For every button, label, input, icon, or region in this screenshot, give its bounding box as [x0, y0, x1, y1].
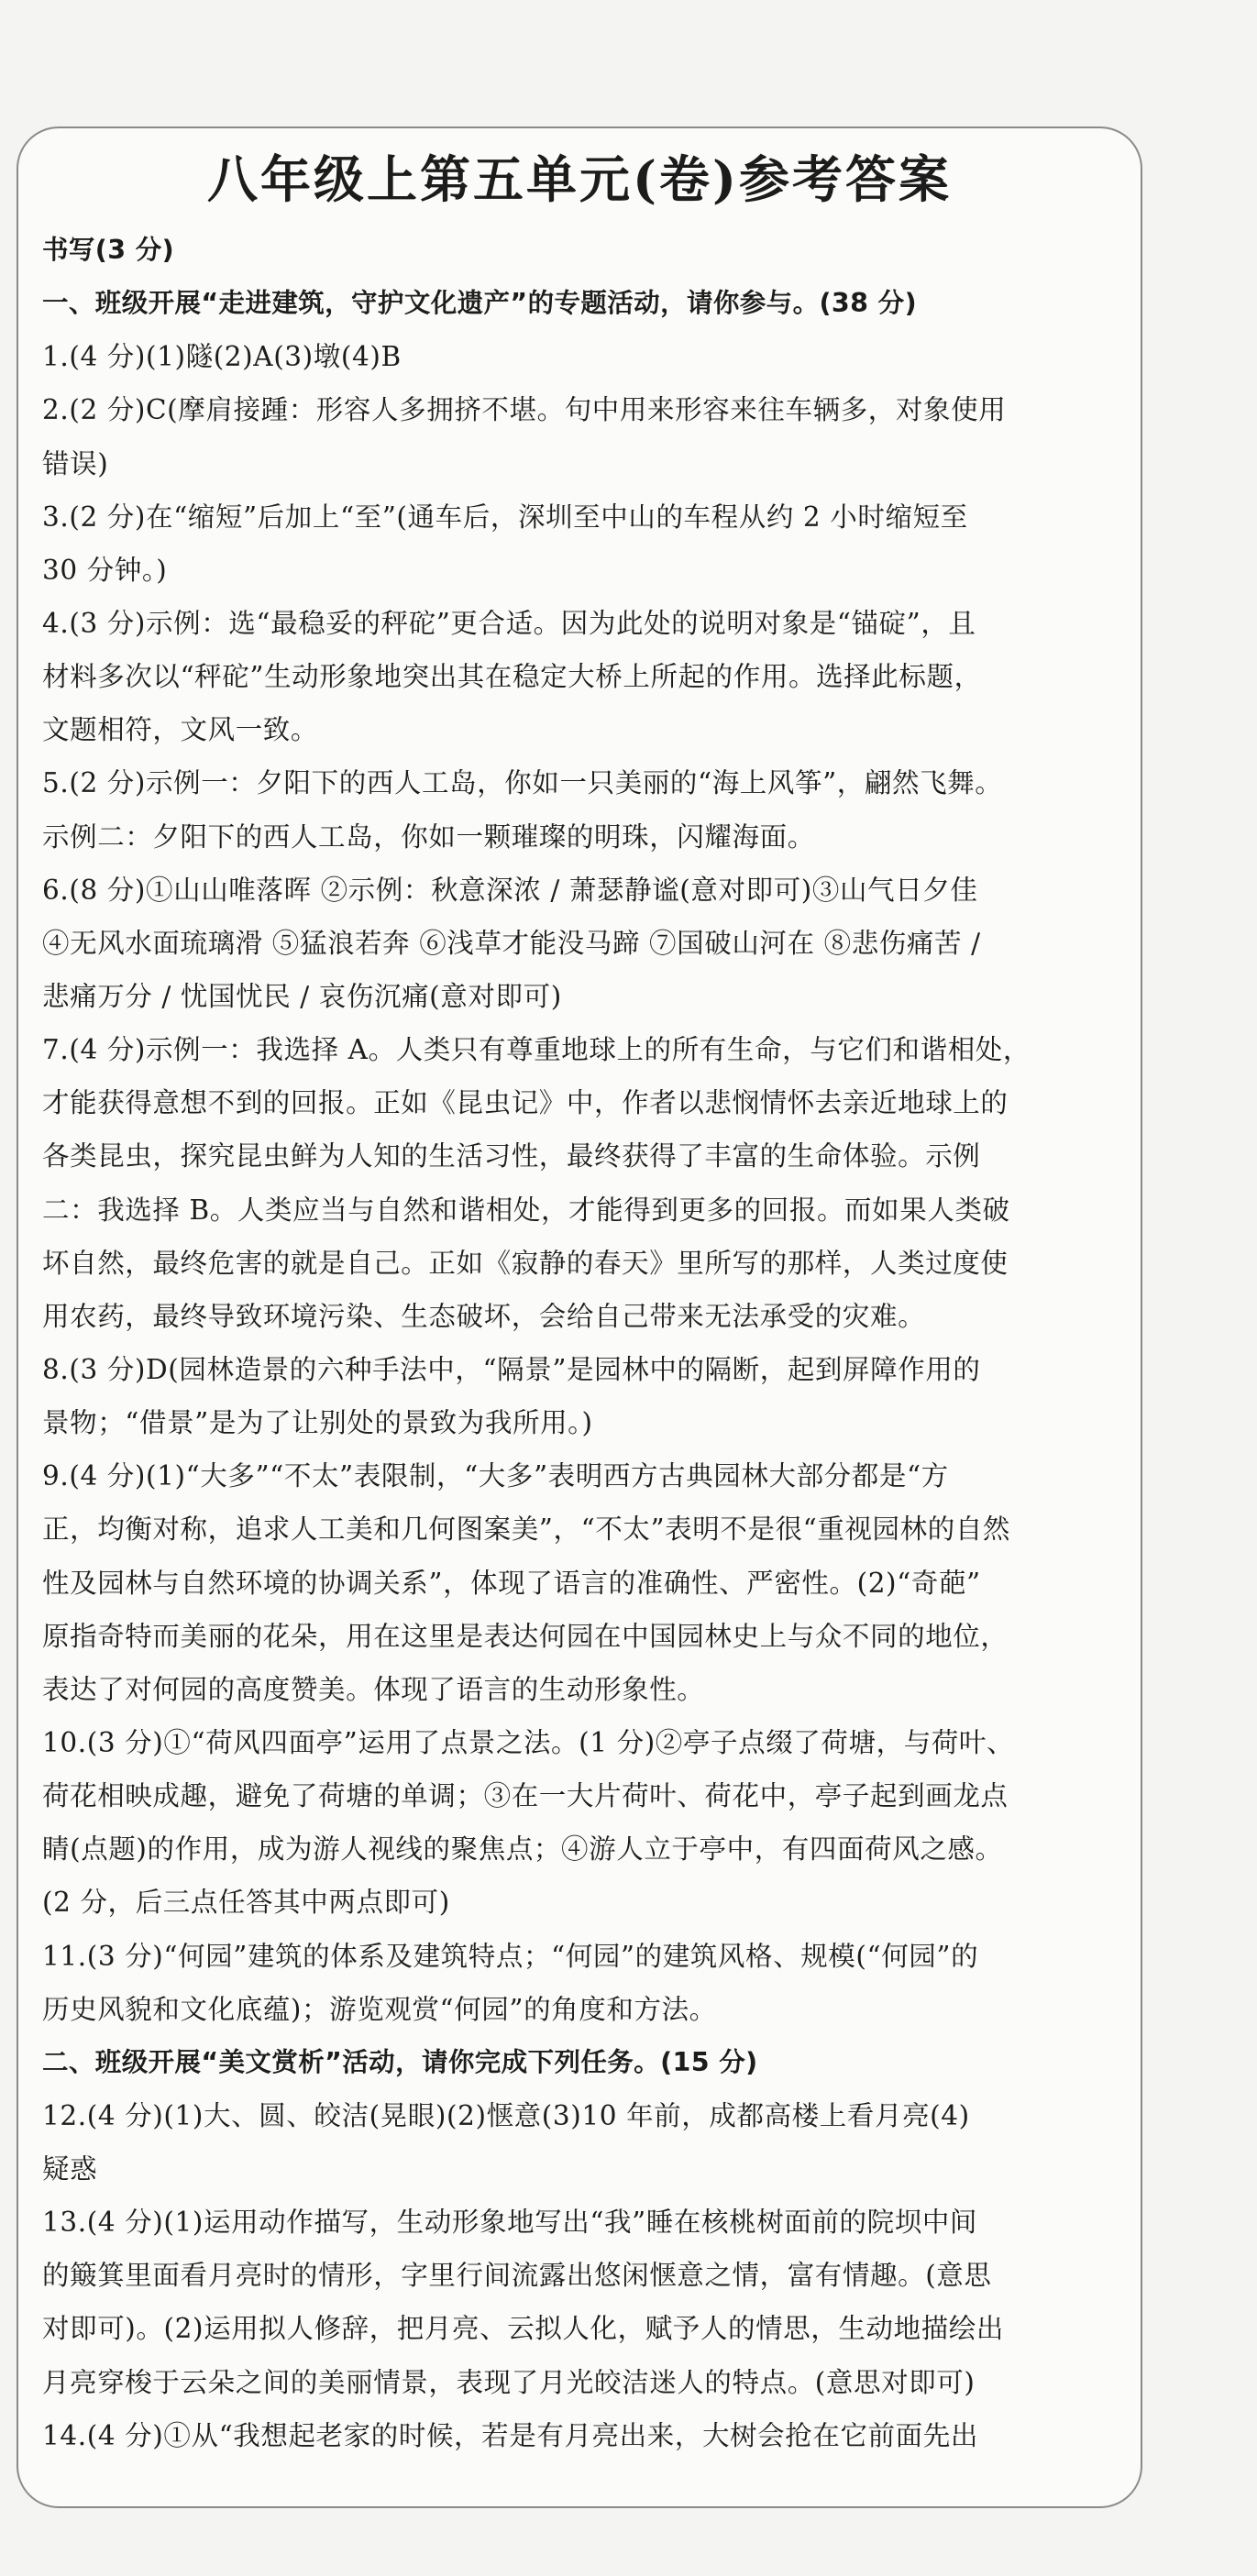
- answer-line: 11.(3 分)“何园”建筑的体系及建筑特点；“何园”的建筑风格、规模(“何园”的: [42, 1940, 979, 1972]
- answer-line: 的簸箕里面看月亮时的情形，字里行间流露出悠闲惬意之情，富有情趣。(意思: [42, 2260, 992, 2292]
- answer-line: 12.(4 分)(1)大、圆、皎洁(晃眼)(2)惬意(3)10 年前，成都高楼上看月亮(4): [42, 2099, 970, 2131]
- answer-line: 月亮穿梭于云朵之间的美丽情景，表现了月光皎洁迷人的特点。(意思对即可): [42, 2366, 976, 2398]
- answer-line: 对即可)。(2)运用拟人修辞，把月亮、云拟人化，赋予人的情思，生动地描绘出: [42, 2313, 1004, 2345]
- answer-line: 表达了对何园的高度赞美。体现了语言的生动形象性。: [42, 1673, 705, 1705]
- answer-line: 历史风貌和文化底蕴)；游览观赏“何园”的角度和方法。: [42, 1993, 717, 2025]
- answer-line: 10.(3 分)①“荷风四面亭”运用了点景之法。(1 分)②亭子点缀了荷塘，与荷叶、: [42, 1726, 1015, 1758]
- answer-line: 5.(2 分)示例一：夕阳下的西人工岛，你如一只美丽的“海上风筝”，翩然飞舞。: [42, 767, 1003, 799]
- answer-body: [42, 224, 1122, 2462]
- answer-line: 6.(8 分)①山山唯落晖 ②示例：秋意深浓 / 萧瑟静谧(意对即可)③山气日夕佳: [42, 874, 978, 906]
- answer-line: 坏自然，最终危害的就是自己。正如《寂静的春天》里所写的那样，人类过度使: [42, 1247, 1009, 1279]
- answer-line: 3.(2 分)在“缩短”后加上“至”(通车后，深圳至中山的车程从约 2 小时缩短至: [42, 501, 968, 533]
- answer-line: 4.(3 分)示例：选“最稳妥的秤砣”更合适。因为此处的说明对象是“锚碇”，且: [42, 607, 976, 639]
- answer-line: 景物；“借景”是为了让别处的景致为我所用。): [42, 1407, 593, 1439]
- answer-line: 才能获得意想不到的回报。正如《昆虫记》中，作者以悲悯情怀去亲近地球上的: [42, 1087, 1009, 1119]
- answer-line: 正，均衡对称，追求人工美和几何图案美”，“不太”表明不是很“重视园林的自然: [42, 1514, 1011, 1546]
- answer-line: (2 分，后三点任答其中两点即可): [42, 1887, 450, 1919]
- answer-line: 原指奇特而美丽的花朵，用在这里是表达何园在中国园林史上与众不同的地位，: [42, 1620, 1009, 1652]
- answer-line: 疑惑: [42, 2153, 98, 2185]
- answer-line: 1.(4 分)(1)隧(2)A(3)墩(4)B: [42, 341, 402, 373]
- answer-line: 文题相符，文风一致。: [42, 714, 319, 746]
- section-heading: 一、班级开展“走进建筑，守护文化遗产”的专题活动，请你参与。(38 分): [42, 288, 917, 319]
- answer-line: 错误): [42, 447, 109, 479]
- answer-line: 7.(4 分)示例一：我选择 A。人类只有尊重地球上的所有生命，与它们和谐相处，: [42, 1034, 1031, 1066]
- answer-line: 9.(4 分)(1)“大多”“不太”表限制，“大多”表明西方古典园林大部分都是“方: [42, 1460, 949, 1492]
- answer-line: 各类昆虫，探究昆虫鲜为人知的生活习性，最终获得了丰富的生命体验。示例: [42, 1140, 981, 1172]
- answer-line: 示例二：夕阳下的西人工岛，你如一颗璀璨的明珠，闪耀海面。: [42, 820, 815, 853]
- section-heading: 二、班级开展“美文赏析”活动，请你完成下列任务。(15 分): [42, 2046, 758, 2077]
- section-heading: 书写(3 分): [42, 235, 175, 265]
- answer-line: 材料多次以“秤砣”生动形象地突出其在稳定大桥上所起的作用。选择此标题，: [42, 661, 982, 693]
- answer-line: 8.(3 分)D(园林造景的六种手法中，“隔景”是园林中的隔断，起到屏障作用的: [42, 1353, 981, 1385]
- page-title: 八年级上第五单元(卷)参考答案: [206, 149, 953, 209]
- answer-line: 悲痛万分 / 忧国忧民 / 哀伤沉痛(意对即可): [42, 980, 562, 1012]
- answer-sheet: [17, 127, 1142, 2508]
- answer-line: ④无风水面琉璃滑 ⑤猛浪若奔 ⑥浅草才能没马蹄 ⑦国破山河在 ⑧悲伤痛苦 /: [42, 927, 981, 959]
- answer-line: 30 分钟。): [42, 554, 168, 586]
- answer-line: 二：我选择 B。人类应当与自然和谐相处，才能得到更多的回报。而如果人类破: [42, 1194, 1010, 1226]
- answer-line: 荷花相映成趣，避免了荷塘的单调；③在一大片荷叶、荷花中，亭子起到画龙点: [42, 1780, 1009, 1812]
- answer-line: 13.(4 分)(1)运用动作描写，生动形象地写出“我”睡在核桃树面前的院坝中间: [42, 2207, 978, 2239]
- answer-line: 睛(点题)的作用，成为游人视线的聚焦点；④游人立于亭中，有四面荷风之感。: [42, 1833, 1003, 1866]
- answer-line: 用农药，最终导致环境污染、生态破坏，会给自己带来无法承受的灾难。: [42, 1300, 926, 1332]
- answer-line: 性及园林与自然环境的协调关系”，体现了语言的准确性、严密性。(2)“奇葩”: [42, 1567, 981, 1599]
- answer-line: 2.(2 分)C(摩肩接踵：形容人多拥挤不堪。句中用来形容来往车辆多，对象使用: [42, 394, 1007, 426]
- answer-line: 14.(4 分)①从“我想起老家的时候，若是有月亮出来，大树会抢在它前面先出: [42, 2419, 978, 2451]
